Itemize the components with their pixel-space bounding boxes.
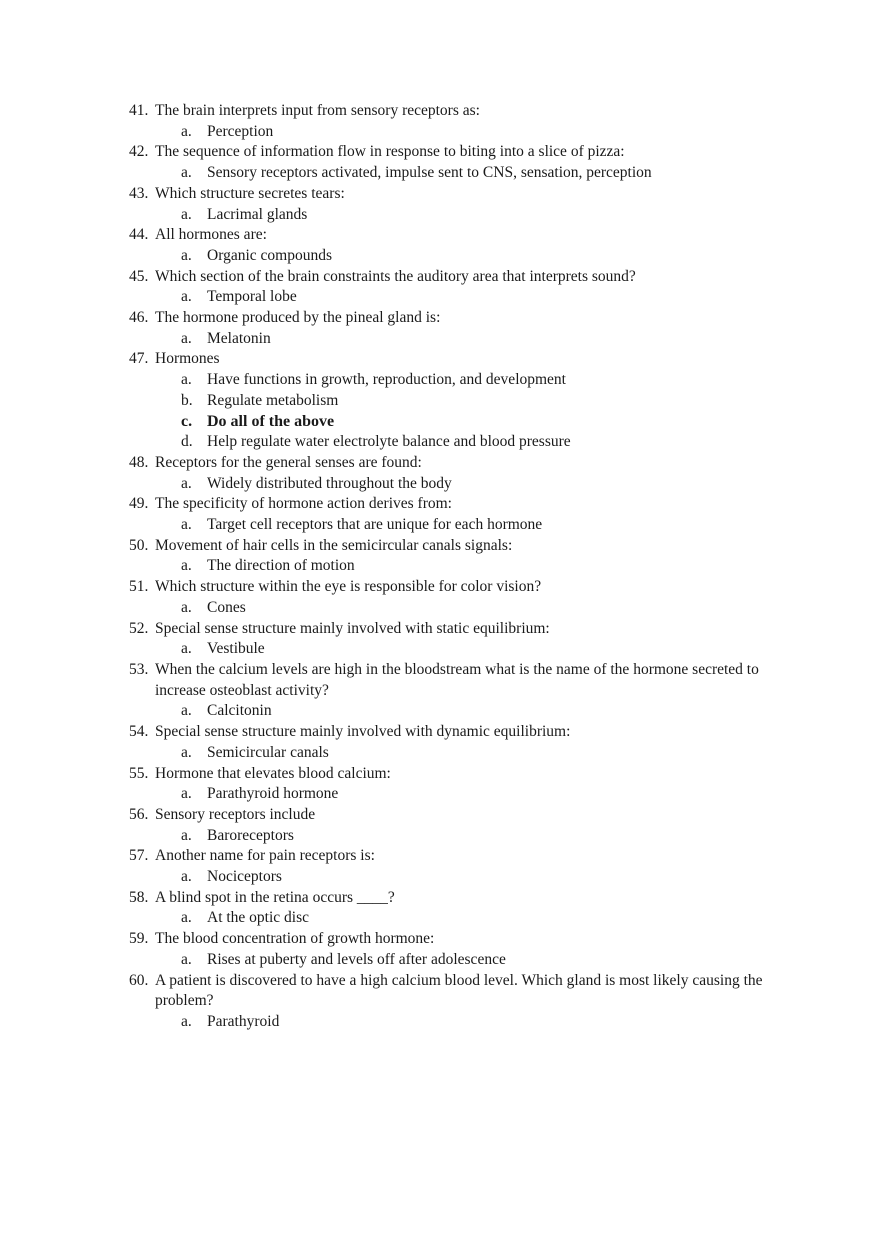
question-number: 56. <box>129 805 149 823</box>
question-text-line <box>0 494 880 515</box>
answer-option-letter: a. <box>181 743 192 761</box>
question-text-line <box>0 536 880 557</box>
question-text-line <box>0 805 880 826</box>
question-number: 48. <box>129 453 149 471</box>
question-text-line <box>0 577 880 598</box>
question-text: Hormone that elevates blood calcium: <box>155 764 391 782</box>
question-item <box>0 225 880 266</box>
question-text: Hormones <box>155 350 220 368</box>
answer-option-letter: d. <box>181 433 193 451</box>
answer-option-text: Perception <box>207 122 274 140</box>
question-number: 51. <box>129 578 149 596</box>
question-number: 60. <box>129 971 149 989</box>
answer-option <box>0 598 880 619</box>
answer-option <box>0 908 880 929</box>
answer-option-text: Calcitonin <box>207 702 272 720</box>
question-number: 59. <box>129 930 149 948</box>
answer-option <box>0 329 880 350</box>
answer-option <box>0 474 880 495</box>
answer-option-text: Widely distributed throughout the body <box>207 474 452 492</box>
question-text-line <box>0 453 880 474</box>
answer-option-letter: a. <box>181 164 192 182</box>
question-text: Sensory receptors include <box>155 805 316 823</box>
answer-option-letter: a. <box>181 246 192 264</box>
question-item <box>0 267 880 308</box>
question-text-line <box>0 888 880 909</box>
question-item <box>0 888 880 929</box>
question-text-line <box>0 142 880 163</box>
question-item <box>0 764 880 805</box>
question-text: A blind spot in the retina occurs ____? <box>155 888 395 906</box>
answer-option-letter: a. <box>181 288 192 306</box>
question-text-line <box>0 349 880 370</box>
question-text-line <box>0 619 880 640</box>
answer-option-text: Semicircular canals <box>207 743 329 761</box>
question-number: 52. <box>129 619 149 637</box>
answer-option <box>0 784 880 805</box>
question-number: 49. <box>129 495 149 513</box>
answer-option-text: Vestibule <box>207 640 265 658</box>
answer-option-text: Parathyroid hormone <box>207 785 339 803</box>
answer-option-letter: a. <box>181 826 192 844</box>
answer-option <box>0 370 880 391</box>
question-number: 55. <box>129 764 149 782</box>
answer-option-letter: a. <box>181 598 192 616</box>
answer-option <box>0 432 880 453</box>
question-item <box>0 577 880 618</box>
question-number: 54. <box>129 723 149 741</box>
answer-option-letter: a. <box>181 702 192 720</box>
question-text: Movement of hair cells in the semicircular canals signals: <box>155 536 513 554</box>
question-item <box>0 846 880 887</box>
answer-option-text: Organic compounds <box>207 246 332 264</box>
question-text: Special sense structure mainly involved with dynamic equilibrium: <box>155 723 571 741</box>
answer-option-text: Nociceptors <box>207 868 282 886</box>
question-text-line <box>0 308 880 329</box>
question-text: The hormone produced by the pineal gland is: <box>155 309 441 327</box>
answer-option-text: Cones <box>207 598 246 616</box>
question-item <box>0 349 880 453</box>
question-item <box>0 660 880 722</box>
question-item <box>0 722 880 763</box>
answer-option-text: Lacrimal glands <box>207 205 308 223</box>
question-number: 42. <box>129 143 149 161</box>
question-number: 50. <box>129 536 149 554</box>
question-number: 43. <box>129 184 149 202</box>
question-item <box>0 805 880 846</box>
answer-option-letter: c. <box>181 412 193 430</box>
question-text: A patient is discovered to have a high calcium blood level. Which gland is most likely causing the problem? <box>155 971 763 1010</box>
answer-option-text: Melatonin <box>207 329 271 347</box>
question-text: Which section of the brain constraints the auditory area that interprets sound? <box>155 267 636 285</box>
question-item <box>0 453 880 494</box>
answer-option-text: Do all of the above <box>207 412 335 430</box>
question-text-line <box>0 660 880 701</box>
question-text-line <box>0 929 880 950</box>
question-text: Special sense structure mainly involved with static equilibrium: <box>155 619 550 637</box>
question-text: All hormones are: <box>155 226 267 244</box>
answer-option-letter: a. <box>181 1012 192 1030</box>
question-number: 53. <box>129 660 149 678</box>
question-text: Another name for pain receptors is: <box>155 847 375 865</box>
answer-option-letter: a. <box>181 122 192 140</box>
question-item <box>0 101 880 142</box>
answer-option-letter: a. <box>181 516 192 534</box>
answer-option <box>0 639 880 660</box>
answer-option-letter: a. <box>181 909 192 927</box>
answer-option <box>0 743 880 764</box>
answer-option-letter: a. <box>181 950 192 968</box>
answer-option <box>0 1012 880 1033</box>
question-number: 57. <box>129 847 149 865</box>
answer-option <box>0 701 880 722</box>
question-item <box>0 971 880 1033</box>
question-number: 44. <box>129 226 149 244</box>
answer-option <box>0 287 880 308</box>
question-item <box>0 536 880 577</box>
question-list <box>0 101 880 1033</box>
answer-option <box>0 515 880 536</box>
question-number: 46. <box>129 309 149 327</box>
answer-option-text: Rises at puberty and levels off after adolescence <box>207 950 506 968</box>
answer-option <box>0 950 880 971</box>
question-text: The brain interprets input from sensory receptors as: <box>155 102 480 119</box>
answer-option-letter: a. <box>181 868 192 886</box>
question-number: 45. <box>129 267 149 285</box>
question-text: The sequence of information flow in response to biting into a slice of pizza: <box>155 143 625 161</box>
answer-option-letter: b. <box>181 391 193 409</box>
question-text-line <box>0 764 880 785</box>
question-text: Which structure within the eye is responsible for color vision? <box>155 578 542 596</box>
answer-option <box>0 246 880 267</box>
answer-option-text: Regulate metabolism <box>207 391 339 409</box>
question-item <box>0 494 880 535</box>
answer-option-letter: a. <box>181 371 192 389</box>
question-text-line <box>0 225 880 246</box>
answer-option-text: The direction of motion <box>207 557 355 575</box>
question-text: Which structure secretes tears: <box>155 184 345 202</box>
answer-option <box>0 412 880 433</box>
question-text: The blood concentration of growth hormone: <box>155 930 435 948</box>
question-text: Receptors for the general senses are found: <box>155 453 422 471</box>
answer-option-letter: a. <box>181 474 192 492</box>
question-text-line <box>0 722 880 743</box>
answer-option-text: Sensory receptors activated, impulse sent to CNS, sensation, perception <box>207 164 652 182</box>
answer-option-text: Parathyroid <box>207 1012 280 1030</box>
answer-option <box>0 556 880 577</box>
answer-option-text: Temporal lobe <box>207 288 297 306</box>
question-text-line <box>0 846 880 867</box>
answer-option-text: Baroreceptors <box>207 826 294 844</box>
answer-option-letter: a. <box>181 557 192 575</box>
answer-option-letter: a. <box>181 785 192 803</box>
answer-option <box>0 163 880 184</box>
question-item <box>0 929 880 970</box>
question-text-line <box>0 101 880 122</box>
question-item <box>0 619 880 660</box>
question-number: 41. <box>129 102 149 119</box>
question-text: When the calcium levels are high in the bloodstream what is the name of the hormone secreted to increase osteoblast activity? <box>155 660 759 699</box>
question-item <box>0 184 880 225</box>
question-text-line <box>0 267 880 288</box>
answer-option <box>0 205 880 226</box>
question-number: 58. <box>129 888 149 906</box>
question-text: The specificity of hormone action derives from: <box>155 495 452 513</box>
answer-option-text: At the optic disc <box>207 909 310 927</box>
answer-option-letter: a. <box>181 205 192 223</box>
answer-option <box>0 122 880 143</box>
answer-option-text: Target cell receptors that are unique for each hormone <box>207 516 543 534</box>
answer-option <box>0 867 880 888</box>
question-text-line <box>0 184 880 205</box>
answer-option <box>0 826 880 847</box>
answer-option-letter: a. <box>181 640 192 658</box>
question-number: 47. <box>129 350 149 368</box>
answer-option-letter: a. <box>181 329 192 347</box>
answer-option-text: Have functions in growth, reproduction, and development <box>207 371 566 389</box>
question-text-line <box>0 971 880 1012</box>
answer-option <box>0 391 880 412</box>
answer-option-text: Help regulate water electrolyte balance and blood pressure <box>207 433 571 451</box>
question-item <box>0 142 880 183</box>
question-item <box>0 308 880 349</box>
